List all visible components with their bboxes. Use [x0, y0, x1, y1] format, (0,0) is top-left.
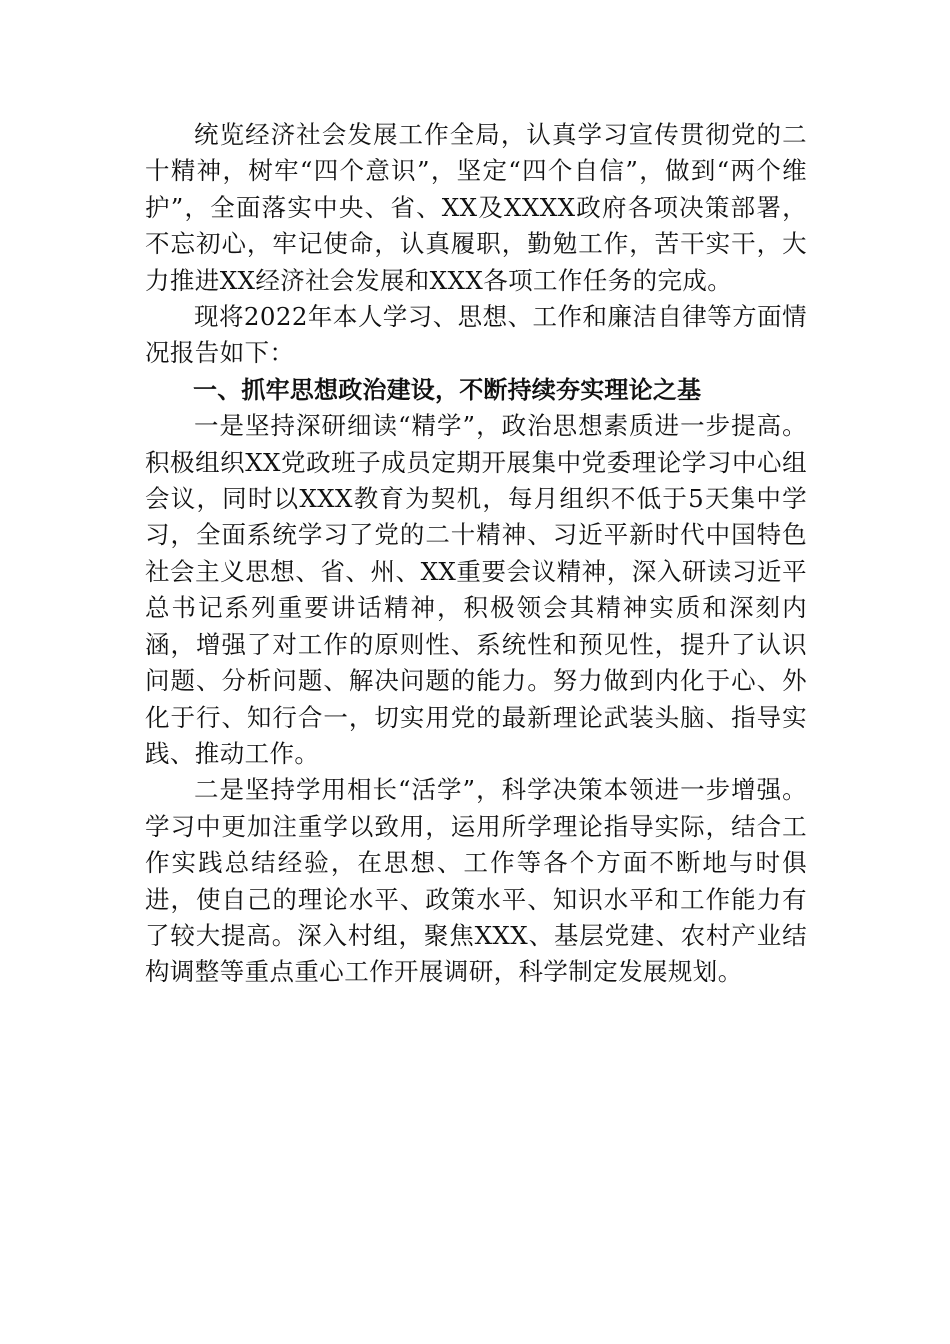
- section-paragraph-study: 一是坚持深研细读“精学”，政治思想素质进一步提高。积极组织XX党政班子成员定期开展集中党委理论学习中心组会议，同时以XXX教育为契机，每月组织不低于5天集中学习，全面系统学习了党的二十精神、习近平新时代中国特色社会主义思想、省、州、XX重要会议精神，深入研读习近平总书记系列重要讲话精神，积极领会其精神实质和深刻内涵，增强了对工作的原则性、系统性和预见性，提升了认识问题、分析问题、解决问题的能力。努力做到内化于心、外化于行、知行合一，切实用党的最新理论武装头脑、指导实践、推动工作。: [145, 411, 807, 768]
- intro-paragraph: 统览经济社会发展工作全局，认真学习宣传贯彻党的二十精神，树牢“四个意识”，坚定“四个自信”，做到“两个维护”，全面落实中央、省、XX及XXXX政府各项决策部署，不忘初心，牢记使命，认真履职，勤勉工作，苦干实干，大力推进XX经济社会发展和XXX各项工作任务的完成。: [145, 120, 807, 295]
- report-lead-paragraph: 现将2022年本人学习、思想、工作和廉洁自律等方面情况报告如下：: [145, 302, 807, 368]
- section-heading: 一、抓牢思想政治建设，不断持续夯实理论之基: [193, 375, 702, 404]
- document-body: [145, 117, 807, 991]
- section-paragraph-application: 二是坚持学用相长“活学”，科学决策本领进一步增强。学习中更加注重学以致用，运用所学理论指导实际，结合工作实践总结经验，在思想、工作等各个方面不断地与时俱进，使自己的理论水平、政策水平、知识水平和工作能力有了较大提高。深入村组，聚焦XXX、基层党建、农村产业结构调整等重点重心工作开展调研，科学制定发展规划。: [145, 775, 807, 987]
